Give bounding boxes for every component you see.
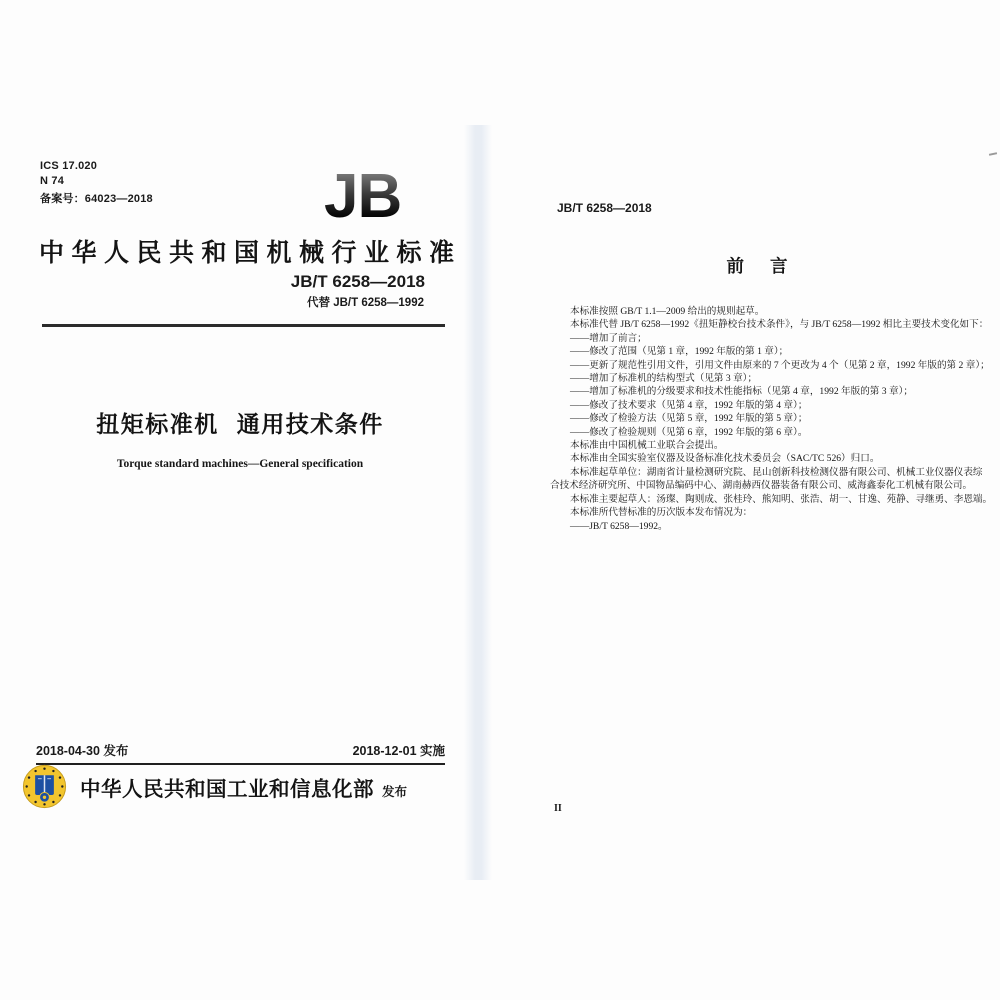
publish-label: 发布 <box>382 784 408 799</box>
foreword-line: 本标准主要起草人：汤璨、陶则成、张桂玲、熊知明、张浩、胡一、甘逸、苑静、寻继勇、李恩端。 <box>570 493 993 505</box>
cover-divider-rule <box>42 324 445 327</box>
classification-code: N 74 <box>40 175 65 187</box>
running-header-standard-number: JB/T 6258—2018 <box>557 201 652 215</box>
foreword-line: ——更新了规范性引用文件，引用文件由原来的 7 个更改为 4 个（见第 2 章，1992 年版的第 2 章）； <box>570 359 990 371</box>
foreword-line: ——增加了标准机的分级要求和技术性能指标（见第 4 章，1992 年版的第 3 章）； <box>570 386 913 398</box>
miit-seal-icon <box>22 764 67 809</box>
foreword-page <box>500 0 1000 1000</box>
foreword-line: 合技术经济研究所、中国物品编码中心、湖南赫西仪器装备有限公司、威海鑫泰化工机械有限公司。 <box>550 480 973 492</box>
foreword-line: ——增加了前言； <box>570 332 647 344</box>
foreword-line: ——修改了范围（见第 1 章，1992 年版的第 1 章）； <box>570 346 789 358</box>
foreword-line: ——修改了检验规则（见第 6 章，1992 年版的第 6 章）。 <box>570 426 808 438</box>
foreword-title-char-1: 前 <box>726 256 744 276</box>
foreword-line: ——增加了标准机的结构型式（见第 3 章）； <box>570 373 758 385</box>
replaces-note: 代替 JB/T 6258—1992 <box>307 297 424 309</box>
foreword-title-char-2: 言 <box>770 256 788 276</box>
foreword-line: 本标准起草单位：湖南省计量检测研究院、昆山创新科技检测仪器有限公司、机械工业仪器仪表综 <box>570 466 983 478</box>
page-gutter-shadow <box>464 125 492 880</box>
record-number: 备案号：64023—2018 <box>40 193 153 205</box>
document-title-en: Torque standard machines—General specification <box>116 458 364 470</box>
standard-category-title: 中华人民共和国机械行业标准 <box>39 239 462 267</box>
foreword-line: ——修改了技术要求（见第 4 章，1992 年版的第 4 章）； <box>570 399 808 411</box>
implementation-date: 2018-12-01 实施 <box>352 744 445 758</box>
publisher-text <box>80 772 407 802</box>
issue-date: 2018-04-30 发布 <box>36 744 129 758</box>
foreword-line: 本标准按照 GB/T 1.1—2009 给出的规则起草。 <box>570 306 765 317</box>
foreword-line: 本标准所代替标准的历次版本发布情况为： <box>570 507 753 519</box>
document-title-cn <box>40 406 440 439</box>
foreword-title <box>550 253 964 278</box>
title-part-1: 扭矩标准机 <box>96 411 219 437</box>
publisher-name: 中华人民共和国工业和信息化部 <box>80 777 374 801</box>
publisher-row <box>22 764 407 809</box>
foreword-line: 本标准代替 JB/T 6258—1992《扭矩静校台技术条件》，与 JB/T 6258—1992 相比主要技术变化如下： <box>570 319 989 331</box>
title-part-2: 通用技术条件 <box>236 411 384 437</box>
foreword-body <box>550 305 993 533</box>
ics-code: ICS 17.020 <box>40 160 98 172</box>
foreword-line: ——JB/T 6258—1992。 <box>570 520 668 532</box>
page-number: II <box>554 803 562 814</box>
foreword-line: 本标准由中国机械工业联合会提出。 <box>570 440 724 452</box>
cover-page <box>0 0 485 1000</box>
standard-number: JB/T 6258—2018 <box>290 272 425 291</box>
foreword-line: 本标准由全国实验室仪器及设备标准化技术委员会（SAC/TC 526）归口。 <box>570 453 880 465</box>
foreword-line: ——修改了检验方法（见第 5 章，1992 年版的第 5 章）； <box>570 413 808 425</box>
date-row <box>36 741 445 765</box>
jb-logo: JB <box>324 162 402 231</box>
